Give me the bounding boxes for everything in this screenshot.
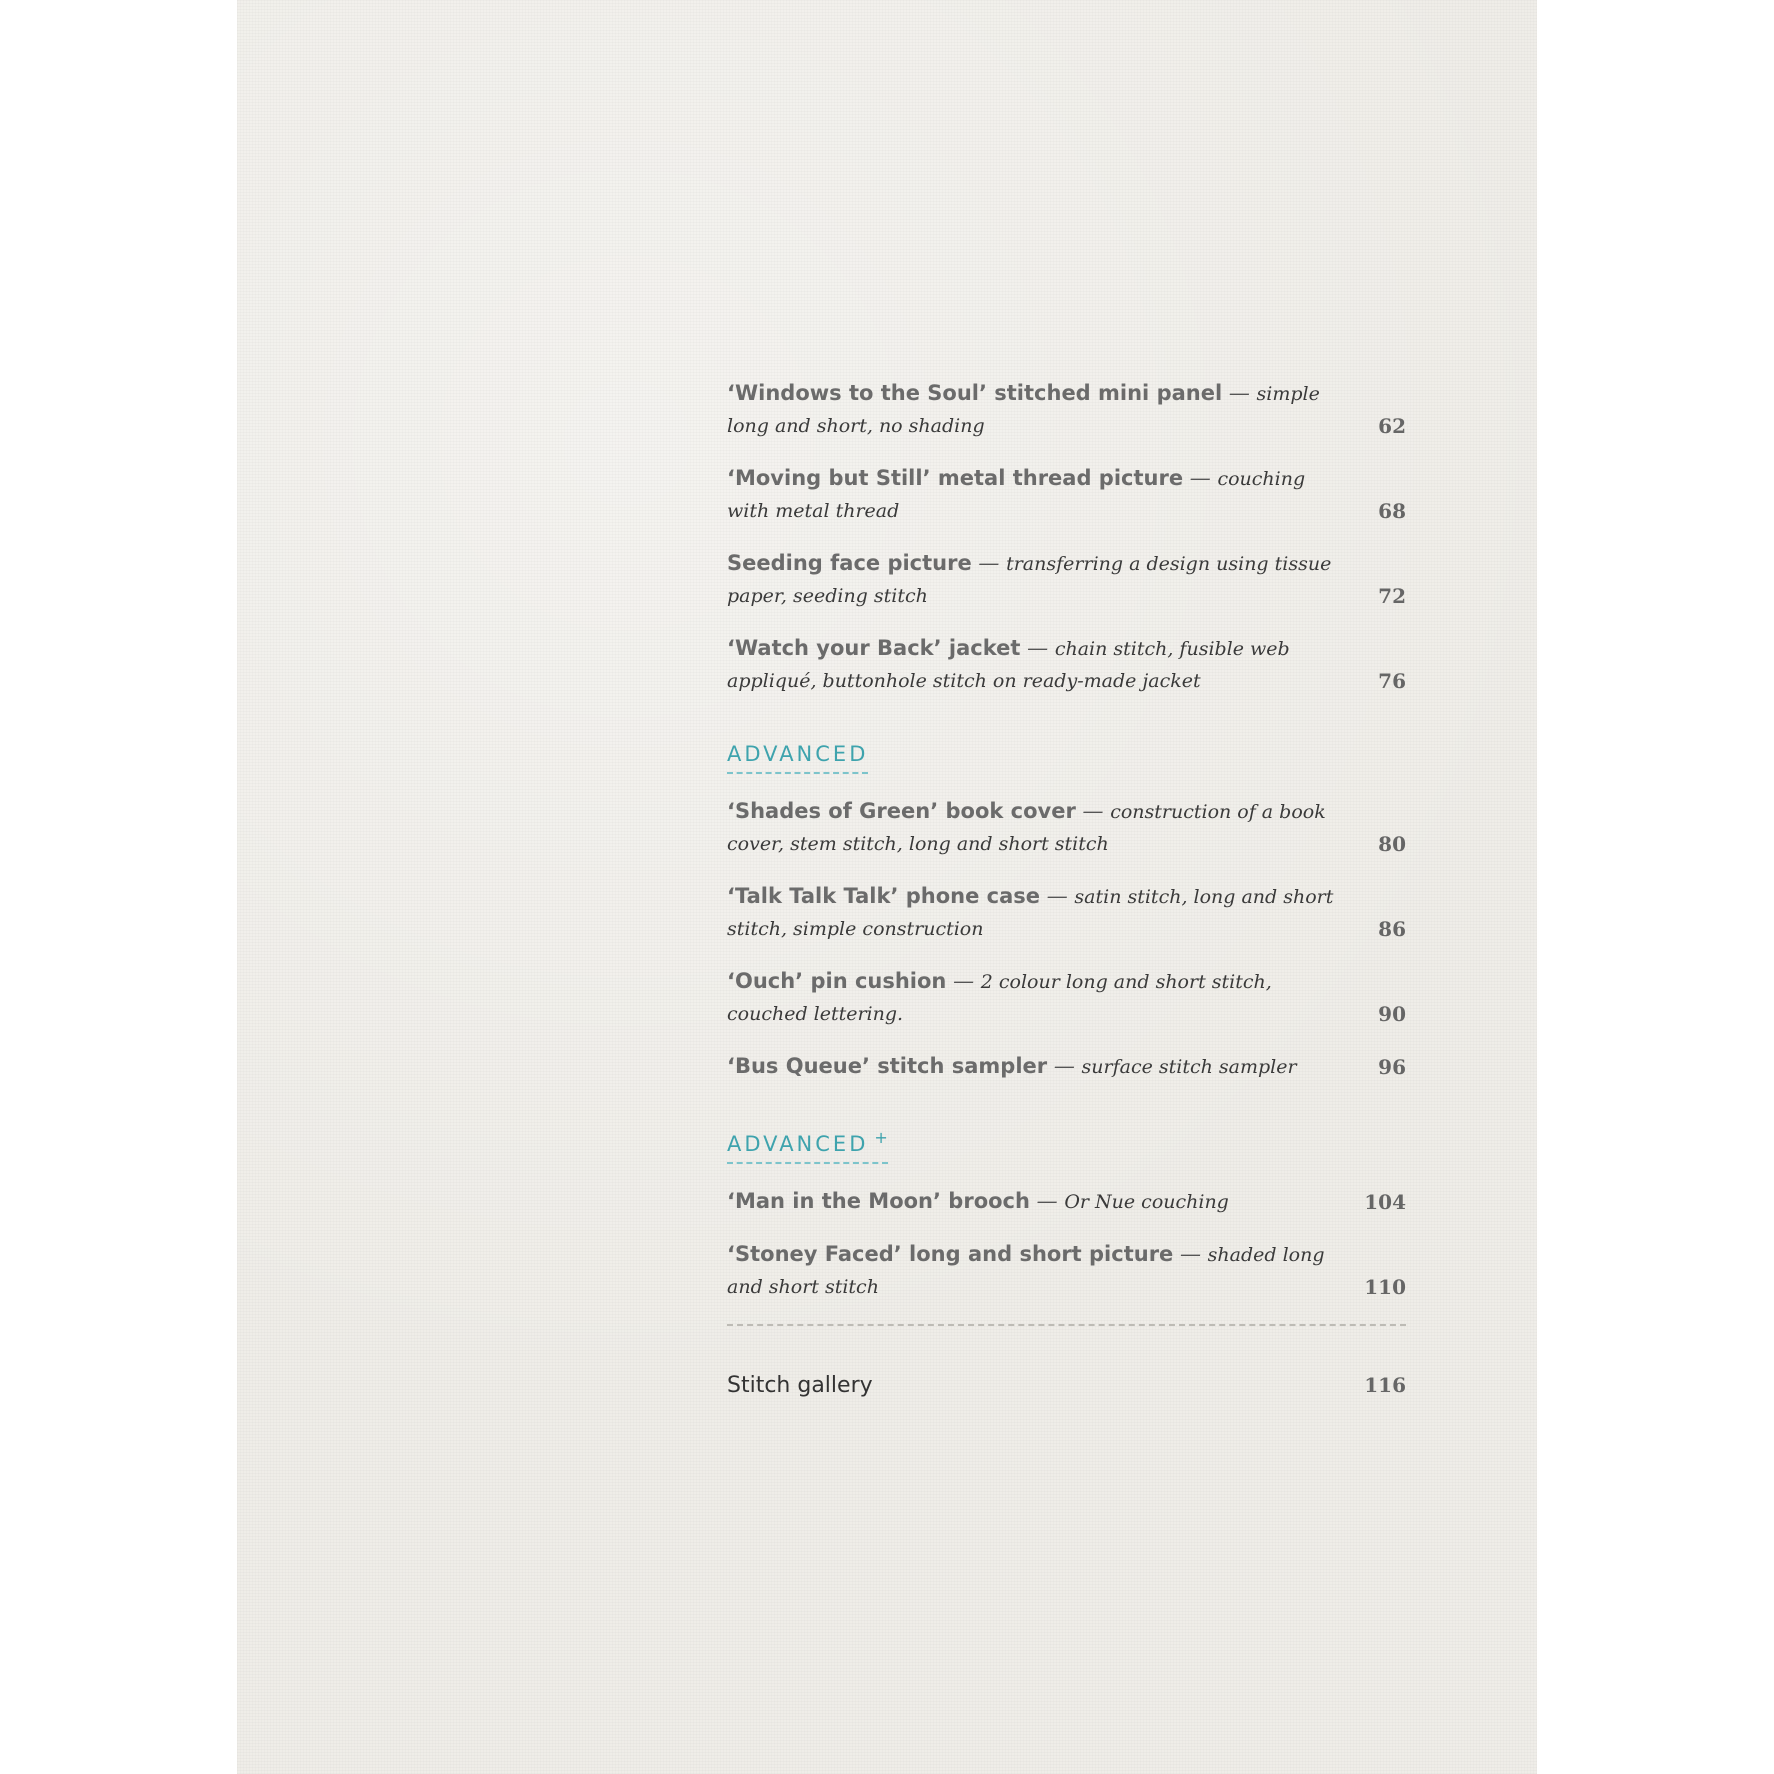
entry-text [727,1051,1347,1083]
toc-entry[interactable] [727,633,1406,697]
section-heading-advanced [727,742,868,774]
entry-text [727,966,1347,1030]
toc-entry-stitch-gallery[interactable] [727,1373,1406,1398]
entry-description: satin stitch, long and short stitch, simple construction [727,886,1334,940]
entry-page-number: 90 [1378,1002,1406,1026]
entry-description: surface stitch sampler [1081,1056,1297,1078]
toc-entry[interactable] [727,796,1406,860]
entry-text [727,633,1347,697]
entry-description: couching with metal thread [727,468,1306,522]
entry-title: ‘Bus Queue’ stitch sampler [727,1054,1048,1078]
entry-description: simple long and short, no shading [727,383,1320,437]
entry-text [727,548,1347,612]
entry-page-number: 110 [1364,1275,1406,1299]
entry-separator: — [1036,1189,1065,1213]
entry-title: Seeding face picture [727,551,972,575]
entry-separator: — [953,969,981,993]
toc-entry[interactable] [727,1186,1406,1218]
gallery-label: Stitch gallery [727,1373,873,1398]
section-heading-label: ADVANCED [727,1132,869,1156]
entry-title: ‘Stoney Faced’ long and short picture [727,1242,1174,1266]
entry-title: ‘Windows to the Soul’ stitched mini panel [727,381,1223,405]
entry-title: ‘Moving but Still’ metal thread picture [727,466,1184,490]
entry-description: Or Nue couching [1064,1191,1229,1213]
entry-separator: — [1228,381,1257,405]
entry-text [727,1186,1347,1218]
toc-entry[interactable] [727,463,1406,527]
entry-separator: — [1053,1054,1082,1078]
entry-page-number: 62 [1378,414,1406,438]
entry-text [727,378,1347,442]
entry-separator: — [1179,1242,1208,1266]
toc-entry[interactable] [727,1051,1406,1083]
toc-entry[interactable] [727,378,1406,442]
entry-separator: — [1046,884,1075,908]
book-page [237,0,1537,1774]
entry-title: ‘Ouch’ pin cushion [727,969,947,993]
entry-description: construction of a book cover, stem stitch, long and short stitch [727,801,1326,855]
entry-page-number: 72 [1378,584,1406,608]
entry-page-number: 86 [1378,917,1406,941]
entry-page-number: 104 [1364,1190,1406,1214]
entry-text [727,1239,1347,1303]
entry-text [727,881,1347,945]
toc-entry[interactable] [727,966,1406,1030]
entry-page-number: 80 [1378,832,1406,856]
entry-separator: — [1027,636,1055,660]
gallery-page-number: 116 [1364,1373,1406,1397]
entry-page-number: 96 [1378,1055,1406,1079]
entry-description: chain stitch, fusible web appliqué, buttonhole stitch on ready-made jacket [727,638,1290,692]
entry-page-number: 76 [1378,669,1406,693]
entry-description: 2 colour long and short stitch, couched lettering. [727,971,1272,1025]
entry-title: ‘Man in the Moon’ brooch [727,1189,1030,1213]
entry-separator: — [1082,799,1111,823]
entry-description: transferring a design using tissue paper, seeding stitch [727,553,1332,607]
entry-description: shaded long and short stitch [727,1244,1325,1298]
section-heading-label: ADVANCED [727,742,869,766]
entry-title: ‘Shades of Green’ book cover [727,799,1076,823]
toc-entry[interactable] [727,881,1406,945]
toc-entry[interactable] [727,548,1406,612]
entry-text [727,463,1347,527]
dashed-divider [727,1324,1406,1326]
table-of-contents [727,378,1406,1398]
entry-title: ‘Watch your Back’ jacket [727,636,1021,660]
entry-page-number: 68 [1378,499,1406,523]
entry-text [727,796,1347,860]
section-heading-plus: + [874,1128,888,1147]
toc-entry[interactable] [727,1239,1406,1303]
entry-separator: — [978,551,1007,575]
entry-separator: — [1189,466,1218,490]
entry-title: ‘Talk Talk Talk’ phone case [727,884,1041,908]
section-heading-advanced-plus [727,1128,888,1164]
